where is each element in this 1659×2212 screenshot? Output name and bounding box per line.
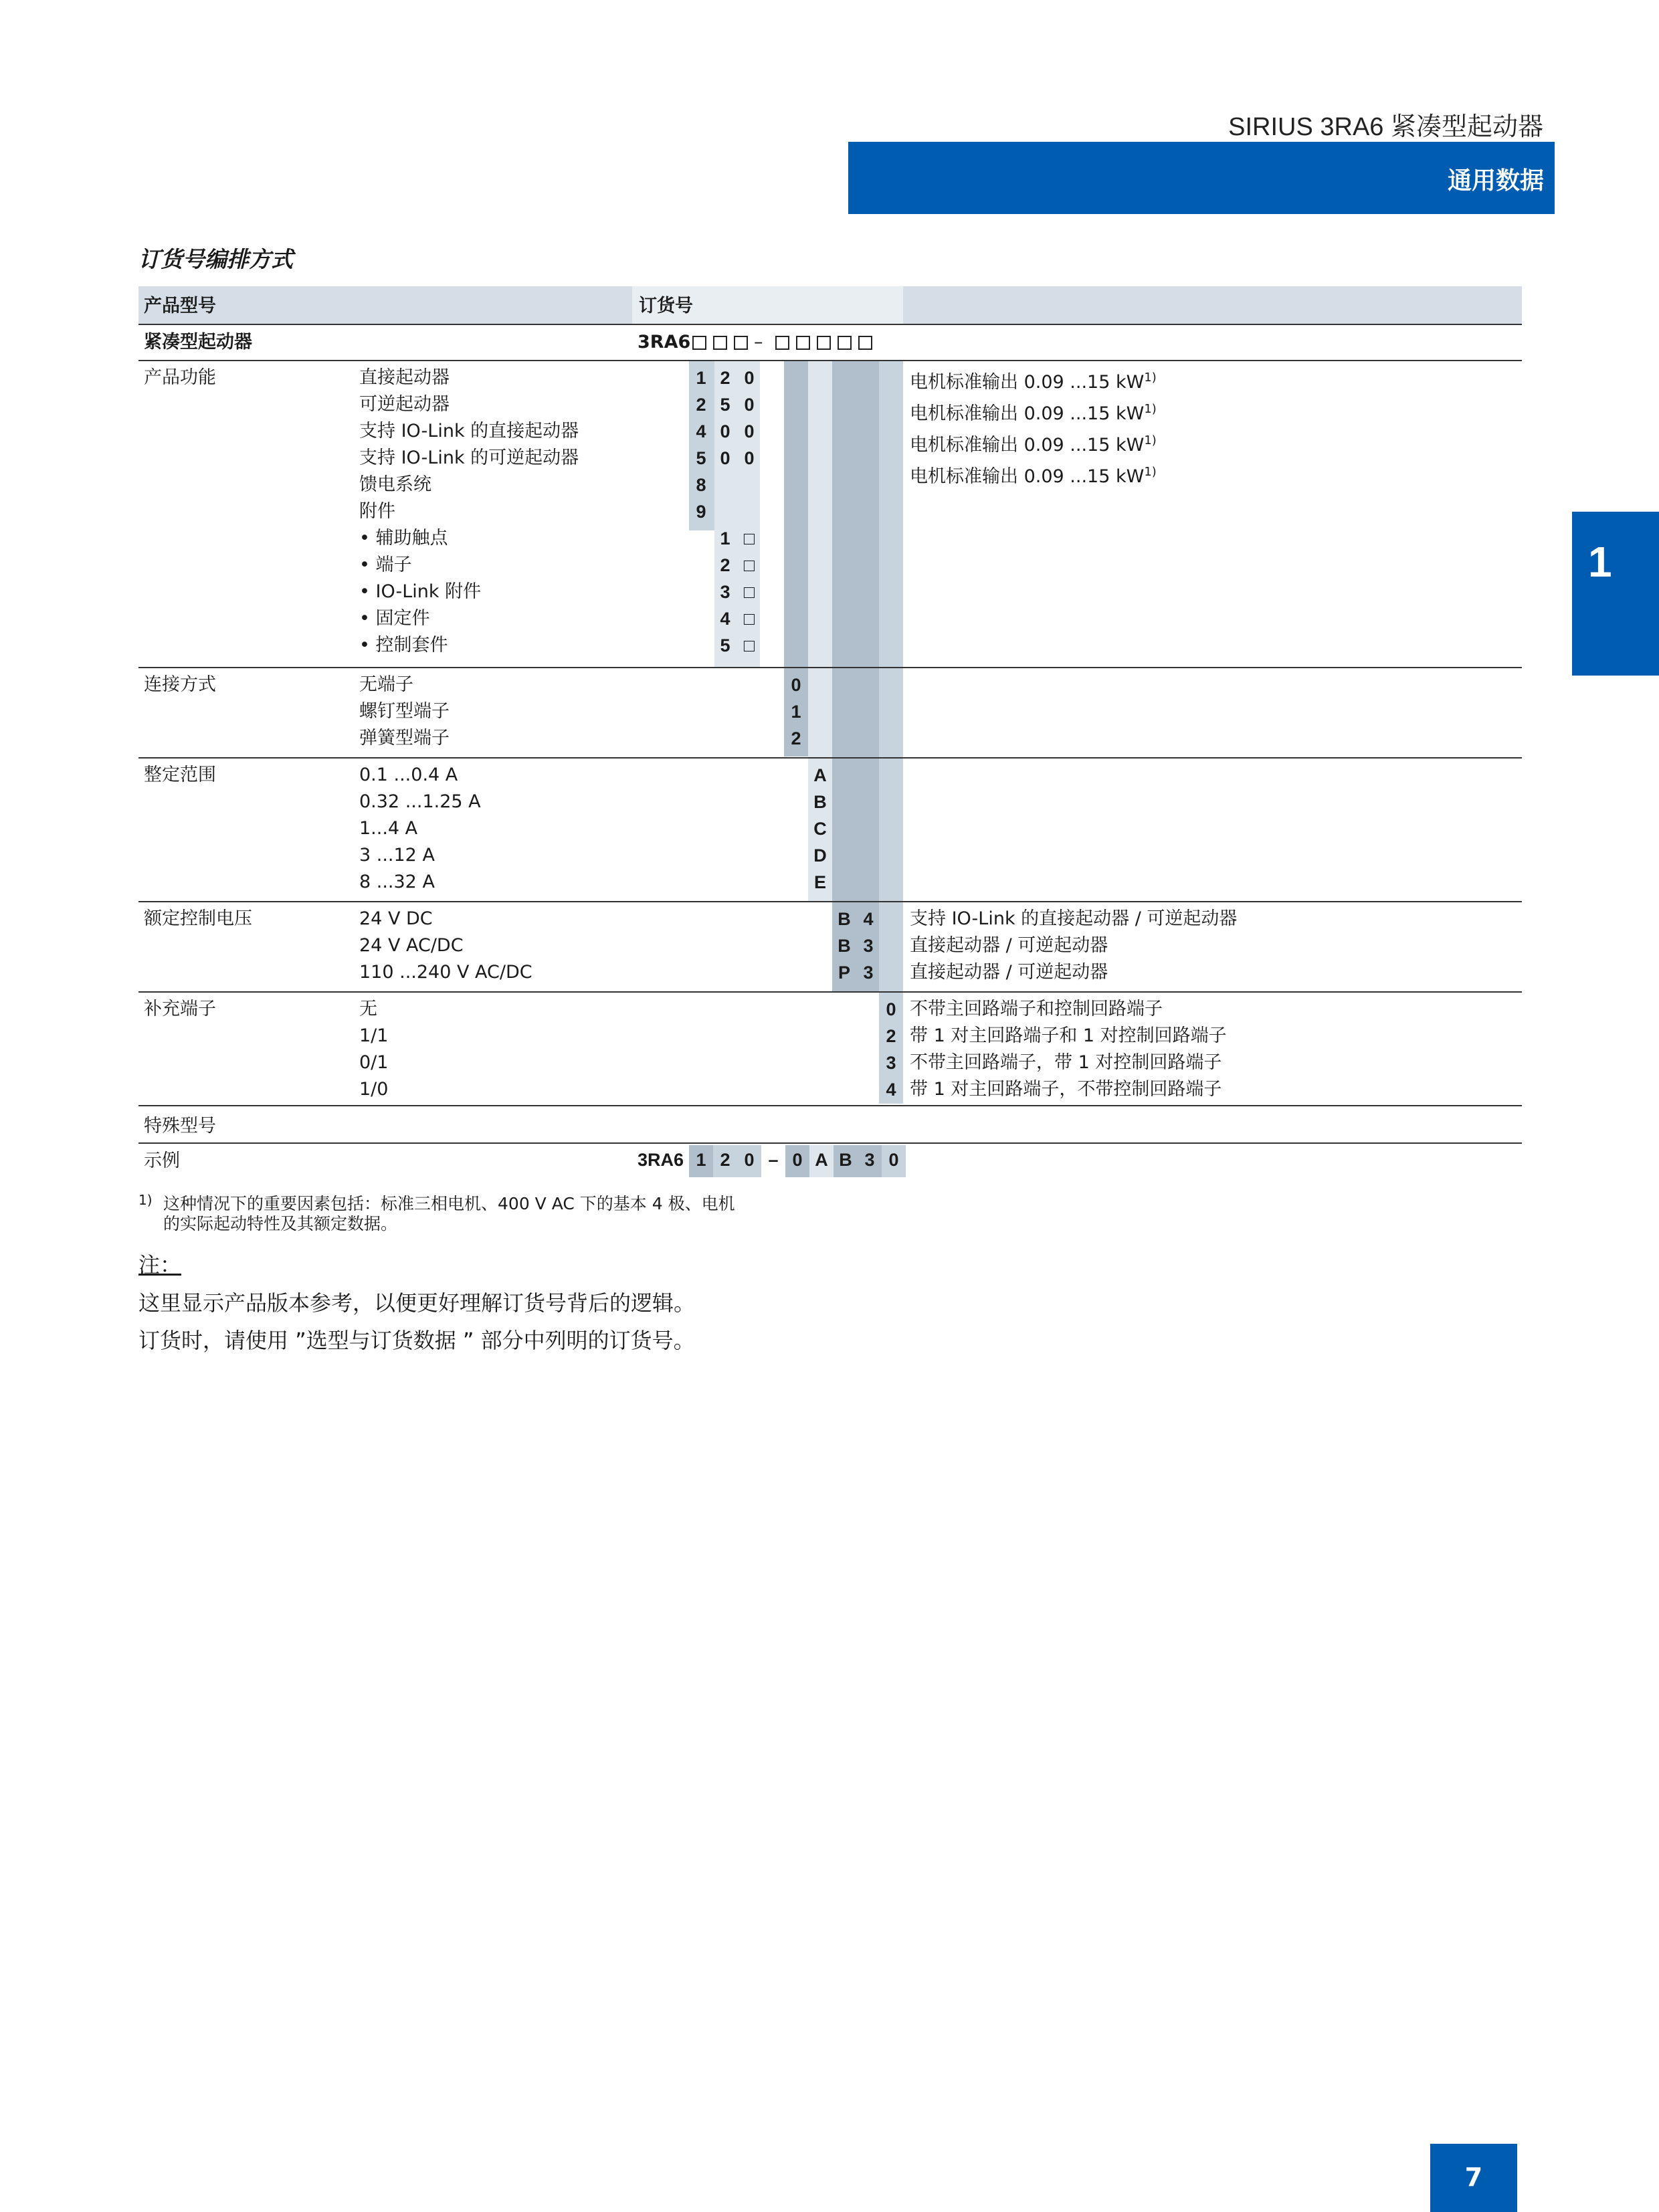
code-digit: □ bbox=[743, 635, 755, 656]
code-digit: 3 bbox=[720, 582, 730, 602]
code-digit bbox=[713, 498, 737, 525]
setting-items bbox=[359, 762, 481, 896]
setting-item: 8 ...32 A bbox=[359, 872, 435, 892]
group-label-setting: 整定范围 bbox=[144, 765, 216, 785]
header-bar-label: 通用数据 bbox=[1447, 167, 1544, 195]
header-title: SIRIUS 3RA6 紧凑型起动器 bbox=[1228, 113, 1543, 141]
terminal-codes bbox=[879, 996, 903, 1103]
special-label: 特殊型号 bbox=[144, 1116, 216, 1136]
rule bbox=[138, 324, 1522, 325]
terminal-notes bbox=[910, 996, 1227, 1103]
example-code-segment: 3RA6 bbox=[638, 1150, 684, 1170]
header-bar bbox=[848, 142, 1555, 214]
code-digit: 8 bbox=[696, 475, 706, 495]
code-digit: 2 bbox=[720, 555, 730, 575]
footnote-line: 的实际起动特性及其额定数据。 bbox=[163, 1214, 398, 1233]
terminal-item: 0/1 bbox=[359, 1052, 389, 1073]
note-line: 这里显示产品版本参考，以便更好理解订货号背后的逻辑。 bbox=[138, 1290, 696, 1316]
code-digit: 1 bbox=[720, 528, 730, 548]
code-digit: 4 bbox=[720, 609, 730, 629]
group-label-connection: 连接方式 bbox=[144, 674, 216, 695]
terminal-item: 1/1 bbox=[359, 1025, 389, 1046]
example-code-segment: 2 bbox=[713, 1145, 737, 1177]
code-digit: 3 bbox=[886, 1053, 896, 1073]
function-item: • 固定件 bbox=[359, 608, 430, 629]
connection-item: 弹簧型端子 bbox=[359, 728, 450, 748]
code-digit: □ bbox=[743, 609, 755, 629]
chapter-tab-number: 1 bbox=[1588, 538, 1612, 586]
code-digit bbox=[689, 632, 713, 659]
setting-item: 3 ...12 A bbox=[359, 845, 435, 866]
group-label-function: 产品功能 bbox=[144, 367, 216, 388]
code-digit: A bbox=[813, 765, 827, 785]
code-digit: □ bbox=[743, 555, 755, 575]
code-digit: 9 bbox=[696, 502, 706, 522]
setting-item: 0.32 ...1.25 A bbox=[359, 791, 481, 812]
terminal-items bbox=[359, 996, 388, 1103]
function-notes bbox=[910, 365, 1157, 490]
box-icon bbox=[734, 336, 748, 350]
code-digit: E bbox=[813, 872, 826, 892]
function-codes bbox=[689, 365, 761, 659]
code-digit: B bbox=[838, 936, 851, 956]
example-code-segment: 3 bbox=[858, 1145, 882, 1177]
rule bbox=[138, 901, 1522, 902]
table-header-band-right bbox=[903, 286, 1522, 324]
box-icon bbox=[775, 336, 789, 350]
note-title: 注： bbox=[138, 1252, 182, 1278]
code-digit: 0 bbox=[744, 448, 755, 468]
box-icon bbox=[858, 336, 872, 350]
rule bbox=[138, 360, 1522, 361]
function-note: 电机标准输出 0.09 ...15 kW bbox=[910, 372, 1145, 393]
code-digit: 2 bbox=[720, 368, 730, 388]
function-item: 附件 bbox=[359, 501, 395, 522]
voltage-notes bbox=[910, 906, 1237, 986]
connection-item: 螺钉型端子 bbox=[359, 701, 450, 722]
rule bbox=[138, 757, 1522, 759]
voltage-items bbox=[359, 906, 532, 986]
box-icon bbox=[817, 336, 831, 350]
terminal-item: 无 bbox=[359, 999, 377, 1019]
function-item: 可逆起动器 bbox=[359, 394, 450, 415]
box-icon bbox=[692, 336, 706, 350]
terminal-note: 带 1 对主回路端子和 1 对控制回路端子 bbox=[910, 1025, 1227, 1046]
code-digit: 5 bbox=[720, 395, 730, 415]
code-digit: 4 bbox=[863, 909, 874, 929]
rule bbox=[138, 667, 1522, 668]
example-code-segment: A bbox=[809, 1145, 834, 1177]
chapter-tab bbox=[1572, 512, 1659, 676]
order-placeholder-boxes: – bbox=[689, 329, 876, 356]
code-digit: 1 bbox=[696, 368, 706, 388]
example-label: 示例 bbox=[144, 1150, 180, 1171]
voltage-item: 24 V DC bbox=[359, 908, 433, 929]
code-digit: □ bbox=[743, 528, 755, 548]
voltage-note: 支持 IO-Link 的直接起动器 / 可逆起动器 bbox=[910, 908, 1238, 929]
code-digit: 2 bbox=[886, 1026, 896, 1046]
footnote-line: 这种情况下的重要因素包括：标准三相电机、400 V AC 下的基本 4 极、电机 bbox=[163, 1194, 735, 1213]
example-code-segment: 0 bbox=[882, 1145, 906, 1177]
col-product-header: 产品型号 bbox=[144, 296, 216, 316]
function-note: 电机标准输出 0.09 ...15 kW bbox=[910, 435, 1145, 456]
voltage-codes bbox=[832, 906, 880, 986]
code-digit: 3 bbox=[863, 936, 874, 956]
code-digit bbox=[689, 579, 713, 605]
box-icon bbox=[713, 336, 727, 350]
terminal-note: 带 1 对主回路端子，不带控制回路端子 bbox=[910, 1079, 1222, 1100]
box-icon bbox=[796, 336, 810, 350]
example-code-segment: – bbox=[768, 1150, 779, 1170]
example-code-segment: 1 bbox=[689, 1145, 713, 1177]
code-digit: 0 bbox=[720, 448, 730, 468]
code-digit: 2 bbox=[791, 728, 801, 748]
digit-column-7-8 bbox=[832, 360, 879, 991]
code-digit bbox=[737, 498, 761, 525]
function-item: • 端子 bbox=[359, 555, 412, 575]
footnote-ref: 1) bbox=[1144, 371, 1157, 385]
note-line: 订货时，请使用 ”选型与订货数据 ” 部分中列明的订货号。 bbox=[138, 1328, 695, 1353]
note-body bbox=[138, 1284, 695, 1359]
voltage-note: 直接起动器 / 可逆起动器 bbox=[910, 935, 1108, 956]
code-digit: B bbox=[813, 792, 827, 812]
setting-codes bbox=[808, 762, 832, 896]
footnote-ref: 1) bbox=[1144, 433, 1157, 447]
function-item: 直接起动器 bbox=[359, 367, 450, 388]
function-item: • 控制套件 bbox=[359, 635, 448, 656]
rule bbox=[138, 991, 1522, 993]
terminal-note: 不带主回路端子和控制回路端子 bbox=[910, 999, 1163, 1019]
footnote-text bbox=[163, 1194, 735, 1234]
setting-item: 1...4 A bbox=[359, 818, 418, 839]
code-digit bbox=[737, 472, 761, 498]
code-digit bbox=[689, 525, 713, 552]
code-digit bbox=[689, 605, 713, 632]
function-item: • IO-Link 附件 bbox=[359, 581, 482, 602]
code-digit bbox=[689, 552, 713, 579]
code-digit: 4 bbox=[696, 421, 706, 441]
function-items bbox=[359, 365, 579, 659]
voltage-note: 直接起动器 / 可逆起动器 bbox=[910, 962, 1108, 983]
function-item: 支持 IO-Link 的直接起动器 bbox=[359, 421, 579, 441]
function-note: 电机标准输出 0.09 ...15 kW bbox=[910, 466, 1145, 487]
footnote-ref: 1) bbox=[1144, 402, 1157, 416]
code-digit: D bbox=[813, 845, 827, 866]
connection-items bbox=[359, 672, 450, 752]
code-digit: 5 bbox=[696, 448, 706, 468]
example-code-segment: B bbox=[834, 1145, 858, 1177]
connection-item: 无端子 bbox=[359, 674, 413, 695]
example-code-segment: 0 bbox=[785, 1145, 809, 1177]
function-note: 电机标准输出 0.09 ...15 kW bbox=[910, 403, 1145, 424]
function-item: 馈电系统 bbox=[359, 474, 431, 495]
example-code bbox=[638, 1145, 906, 1177]
terminal-note: 不带主回路端子，带 1 对控制回路端子 bbox=[910, 1052, 1222, 1073]
voltage-item: 110 ...240 V AC/DC bbox=[359, 962, 532, 983]
code-digit: 0 bbox=[744, 395, 755, 415]
code-digit: 1 bbox=[791, 702, 801, 722]
code-digit: P bbox=[838, 963, 850, 983]
code-digit: 0 bbox=[720, 421, 730, 441]
col-order-header: 订货号 bbox=[639, 296, 693, 316]
base-code: 3RA6 bbox=[638, 332, 691, 353]
voltage-item: 24 V AC/DC bbox=[359, 935, 464, 956]
connection-codes bbox=[784, 672, 808, 752]
function-item: 支持 IO-Link 的可逆起动器 bbox=[359, 447, 579, 468]
code-digit: B bbox=[838, 909, 851, 929]
code-digit: □ bbox=[743, 582, 755, 602]
code-digit bbox=[713, 472, 737, 498]
code-digit: C bbox=[813, 819, 827, 839]
code-digit: 0 bbox=[886, 999, 896, 1019]
page-number: 7 bbox=[1430, 2144, 1517, 2212]
section-title: 订货号编排方式 bbox=[138, 246, 293, 272]
footnote-mark: 1) bbox=[138, 1192, 153, 1208]
group-label-terminal: 补充端子 bbox=[144, 999, 216, 1019]
example-code-segment: 0 bbox=[737, 1145, 761, 1177]
function-item: • 辅助触点 bbox=[359, 528, 448, 548]
box-icon bbox=[838, 336, 852, 350]
terminal-item: 1/0 bbox=[359, 1079, 389, 1100]
code-digit: 0 bbox=[744, 421, 755, 441]
code-digit: 2 bbox=[696, 395, 706, 415]
code-digit: 3 bbox=[863, 963, 874, 983]
group-label-voltage: 额定控制电压 bbox=[144, 908, 252, 929]
footnote-ref: 1) bbox=[1144, 465, 1157, 479]
code-digit: 0 bbox=[791, 675, 801, 695]
code-digit: 0 bbox=[744, 368, 755, 388]
setting-item: 0.1 ...0.4 A bbox=[359, 765, 458, 785]
rule bbox=[138, 1142, 1522, 1144]
code-digit: 4 bbox=[886, 1080, 896, 1100]
rule bbox=[138, 1105, 1522, 1106]
code-digit: 5 bbox=[720, 635, 730, 656]
base-label: 紧凑型起动器 bbox=[144, 332, 252, 353]
